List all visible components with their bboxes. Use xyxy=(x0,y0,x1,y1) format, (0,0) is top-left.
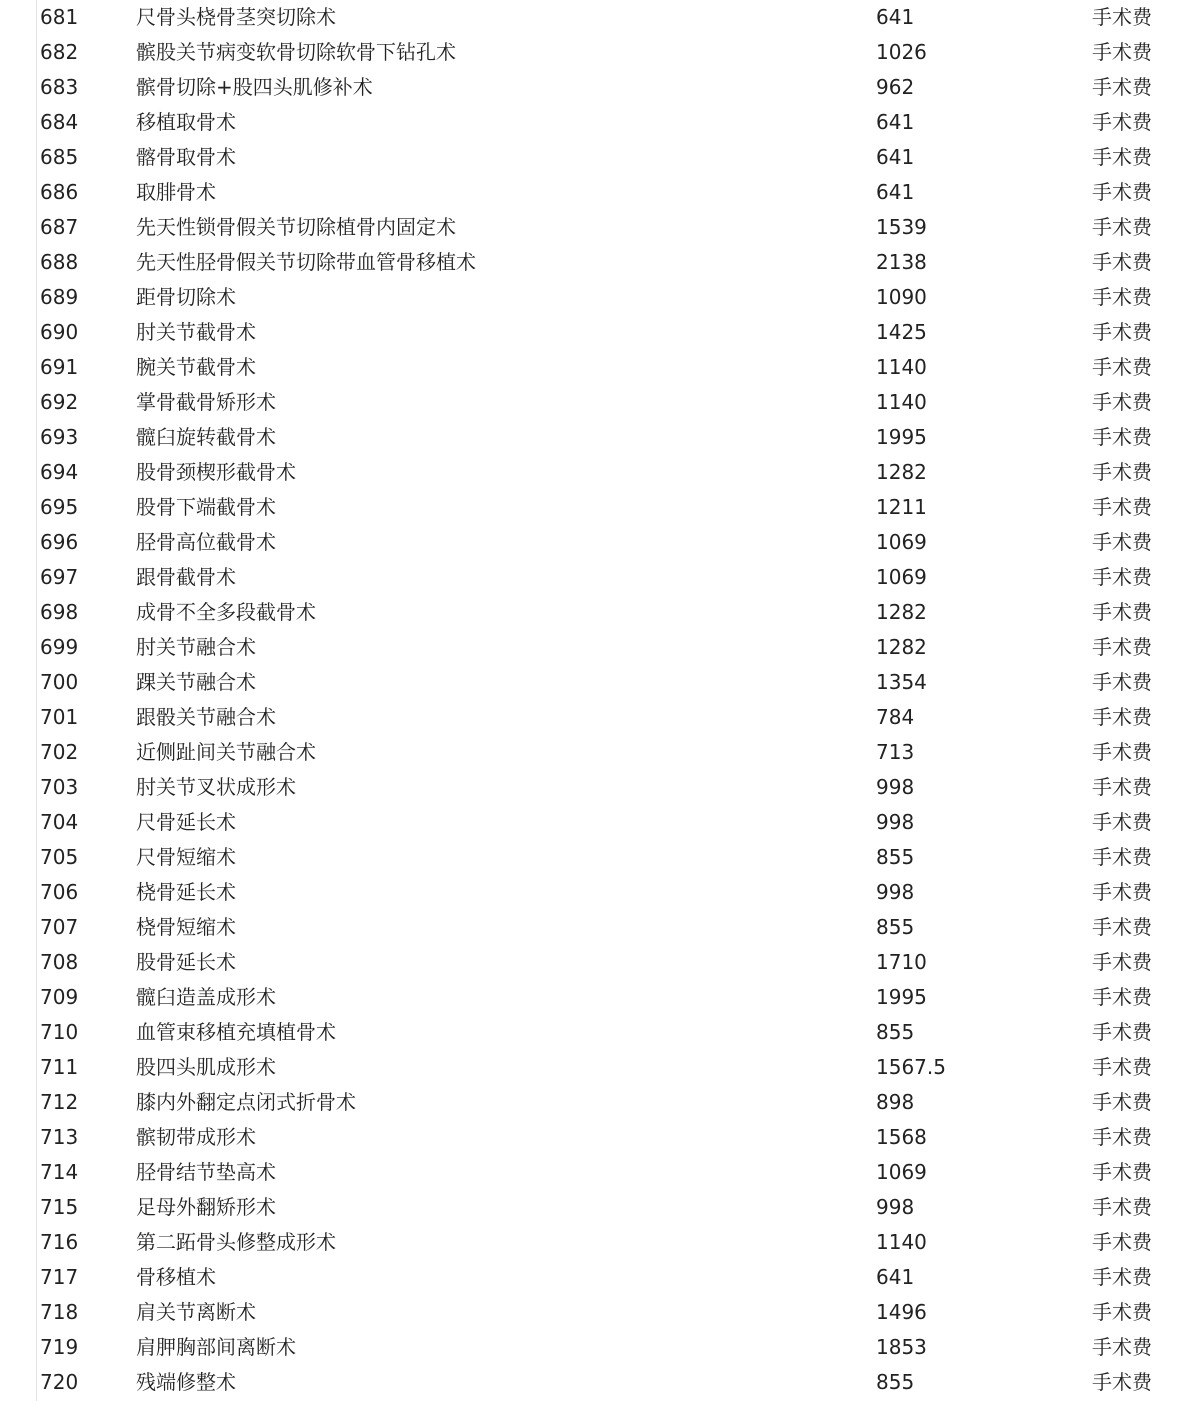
procedure-name: 股骨延长术 xyxy=(136,950,236,974)
category-cell: 手术费 xyxy=(1092,600,1152,624)
row-number: 717 xyxy=(40,1265,79,1289)
procedure-name: 踝关节融合术 xyxy=(136,670,256,694)
price-cell: 998 xyxy=(876,1195,915,1219)
row-number: 693 xyxy=(40,425,79,449)
procedure-name: 移植取骨术 xyxy=(136,110,236,134)
table-row xyxy=(0,1085,1202,1120)
row-number: 702 xyxy=(40,740,79,764)
procedure-name: 距骨切除术 xyxy=(136,285,236,309)
price-cell: 1069 xyxy=(876,1160,927,1184)
price-cell: 898 xyxy=(876,1090,915,1114)
row-number: 687 xyxy=(40,215,79,239)
price-cell: 784 xyxy=(876,705,915,729)
price-cell: 1026 xyxy=(876,40,927,64)
table-row xyxy=(0,420,1202,455)
procedure-name: 肘关节叉状成形术 xyxy=(136,775,296,799)
row-number: 682 xyxy=(40,40,79,64)
table-row xyxy=(0,70,1202,105)
price-cell: 998 xyxy=(876,775,915,799)
category-cell: 手术费 xyxy=(1092,915,1152,939)
table-row xyxy=(0,700,1202,735)
table-row xyxy=(0,595,1202,630)
procedure-name: 髋臼造盖成形术 xyxy=(136,985,276,1009)
procedure-name: 成骨不全多段截骨术 xyxy=(136,600,316,624)
table-row xyxy=(0,0,1202,35)
row-number: 684 xyxy=(40,110,79,134)
category-cell: 手术费 xyxy=(1092,355,1152,379)
category-cell: 手术费 xyxy=(1092,950,1152,974)
procedure-name: 近侧趾间关节融合术 xyxy=(136,740,316,764)
category-cell: 手术费 xyxy=(1092,1125,1152,1149)
price-cell: 641 xyxy=(876,180,915,204)
category-cell: 手术费 xyxy=(1092,75,1152,99)
table-row xyxy=(0,315,1202,350)
table-row xyxy=(0,1015,1202,1050)
row-number: 719 xyxy=(40,1335,79,1359)
row-number: 708 xyxy=(40,950,79,974)
category-cell: 手术费 xyxy=(1092,285,1152,309)
category-cell: 手术费 xyxy=(1092,390,1152,414)
category-cell: 手术费 xyxy=(1092,495,1152,519)
table-row xyxy=(0,490,1202,525)
table-row xyxy=(0,350,1202,385)
table-row xyxy=(0,875,1202,910)
category-cell: 手术费 xyxy=(1092,740,1152,764)
category-cell: 手术费 xyxy=(1092,705,1152,729)
procedure-name: 髌股关节病变软骨切除软骨下钻孔术 xyxy=(136,40,456,64)
row-number: 707 xyxy=(40,915,79,939)
procedure-name: 髋臼旋转截骨术 xyxy=(136,425,276,449)
category-cell: 手术费 xyxy=(1092,110,1152,134)
table-row xyxy=(0,1155,1202,1190)
procedure-name: 胫骨高位截骨术 xyxy=(136,530,276,554)
category-cell: 手术费 xyxy=(1092,1195,1152,1219)
row-number: 701 xyxy=(40,705,79,729)
procedure-name: 跟骰关节融合术 xyxy=(136,705,276,729)
procedure-name: 跟骨截骨术 xyxy=(136,565,236,589)
category-cell: 手术费 xyxy=(1092,40,1152,64)
procedure-name: 桡骨短缩术 xyxy=(136,915,236,939)
table-row xyxy=(0,770,1202,805)
procedure-name: 肩胛胸部间离断术 xyxy=(136,1335,296,1359)
price-cell: 1069 xyxy=(876,530,927,554)
table-row xyxy=(0,910,1202,945)
price-cell: 998 xyxy=(876,880,915,904)
price-cell: 1710 xyxy=(876,950,927,974)
table-row xyxy=(0,1330,1202,1365)
row-number: 710 xyxy=(40,1020,79,1044)
price-cell: 1211 xyxy=(876,495,927,519)
price-cell: 1282 xyxy=(876,460,927,484)
row-number: 713 xyxy=(40,1125,79,1149)
row-number: 686 xyxy=(40,180,79,204)
category-cell: 手术费 xyxy=(1092,1020,1152,1044)
procedure-name: 尺骨头桡骨茎突切除术 xyxy=(136,5,336,29)
procedure-name: 先天性锁骨假关节切除植骨内固定术 xyxy=(136,215,456,239)
procedure-name: 足母外翻矫形术 xyxy=(136,1195,276,1219)
category-cell: 手术费 xyxy=(1092,635,1152,659)
procedure-name: 股四头肌成形术 xyxy=(136,1055,276,1079)
procedure-name: 血管束移植充填植骨术 xyxy=(136,1020,336,1044)
price-cell: 1090 xyxy=(876,285,927,309)
category-cell: 手术费 xyxy=(1092,1370,1152,1394)
row-number: 689 xyxy=(40,285,79,309)
row-number: 712 xyxy=(40,1090,79,1114)
price-cell: 1425 xyxy=(876,320,927,344)
table-row xyxy=(0,560,1202,595)
category-cell: 手术费 xyxy=(1092,810,1152,834)
procedure-name: 取腓骨术 xyxy=(136,180,216,204)
procedure-name: 腕关节截骨术 xyxy=(136,355,256,379)
table-row xyxy=(0,525,1202,560)
row-number: 688 xyxy=(40,250,79,274)
procedure-name: 第二跖骨头修整成形术 xyxy=(136,1230,336,1254)
row-number: 718 xyxy=(40,1300,79,1324)
table-row xyxy=(0,1190,1202,1225)
table-row xyxy=(0,210,1202,245)
price-cell: 1568 xyxy=(876,1125,927,1149)
table-row xyxy=(0,35,1202,70)
row-number: 685 xyxy=(40,145,79,169)
category-cell: 手术费 xyxy=(1092,425,1152,449)
category-cell: 手术费 xyxy=(1092,670,1152,694)
table-row xyxy=(0,1050,1202,1085)
table-row xyxy=(0,1365,1202,1400)
category-cell: 手术费 xyxy=(1092,1160,1152,1184)
row-number: 711 xyxy=(40,1055,79,1079)
category-cell: 手术费 xyxy=(1092,1265,1152,1289)
table-row xyxy=(0,245,1202,280)
category-cell: 手术费 xyxy=(1092,530,1152,554)
table-row xyxy=(0,1260,1202,1295)
price-cell: 962 xyxy=(876,75,915,99)
procedure-name: 尺骨延长术 xyxy=(136,810,236,834)
price-cell: 855 xyxy=(876,1370,915,1394)
procedure-name: 髌韧带成形术 xyxy=(136,1125,256,1149)
row-number: 720 xyxy=(40,1370,79,1394)
procedure-name: 尺骨短缩术 xyxy=(136,845,236,869)
table-row xyxy=(0,455,1202,490)
table-row xyxy=(0,735,1202,770)
price-cell: 1995 xyxy=(876,985,927,1009)
category-cell: 手术费 xyxy=(1092,1090,1152,1114)
procedure-name: 残端修整术 xyxy=(136,1370,236,1394)
procedure-name: 掌骨截骨矫形术 xyxy=(136,390,276,414)
table-row xyxy=(0,1225,1202,1260)
procedure-name: 髂骨取骨术 xyxy=(136,145,236,169)
row-number: 691 xyxy=(40,355,79,379)
table-row xyxy=(0,1295,1202,1330)
procedure-name: 肘关节融合术 xyxy=(136,635,256,659)
row-number: 690 xyxy=(40,320,79,344)
category-cell: 手术费 xyxy=(1092,775,1152,799)
price-cell: 1282 xyxy=(876,600,927,624)
row-number: 704 xyxy=(40,810,79,834)
price-cell: 855 xyxy=(876,915,915,939)
procedure-name: 骨移植术 xyxy=(136,1265,216,1289)
price-cell: 1853 xyxy=(876,1335,927,1359)
category-cell: 手术费 xyxy=(1092,250,1152,274)
price-cell: 998 xyxy=(876,810,915,834)
category-cell: 手术费 xyxy=(1092,1335,1152,1359)
price-cell: 1282 xyxy=(876,635,927,659)
price-cell: 1140 xyxy=(876,1230,927,1254)
category-cell: 手术费 xyxy=(1092,320,1152,344)
procedure-name: 股骨下端截骨术 xyxy=(136,495,276,519)
row-number: 714 xyxy=(40,1160,79,1184)
category-cell: 手术费 xyxy=(1092,1055,1152,1079)
price-cell: 1140 xyxy=(876,355,927,379)
price-cell: 1140 xyxy=(876,390,927,414)
row-number: 681 xyxy=(40,5,79,29)
price-cell: 641 xyxy=(876,5,915,29)
price-cell: 2138 xyxy=(876,250,927,274)
procedure-name: 肩关节离断术 xyxy=(136,1300,256,1324)
row-number: 695 xyxy=(40,495,79,519)
table-row xyxy=(0,840,1202,875)
price-cell: 1069 xyxy=(876,565,927,589)
category-cell: 手术费 xyxy=(1092,1230,1152,1254)
procedure-name: 肘关节截骨术 xyxy=(136,320,256,344)
row-number: 694 xyxy=(40,460,79,484)
table-row xyxy=(0,175,1202,210)
row-number: 709 xyxy=(40,985,79,1009)
table-row xyxy=(0,1120,1202,1155)
table-row xyxy=(0,945,1202,980)
procedure-name: 胫骨结节垫高术 xyxy=(136,1160,276,1184)
procedure-name: 膝内外翻定点闭式折骨术 xyxy=(136,1090,356,1114)
category-cell: 手术费 xyxy=(1092,5,1152,29)
row-number: 706 xyxy=(40,880,79,904)
row-number: 700 xyxy=(40,670,79,694)
category-cell: 手术费 xyxy=(1092,985,1152,1009)
price-cell: 1539 xyxy=(876,215,927,239)
category-cell: 手术费 xyxy=(1092,460,1152,484)
category-cell: 手术费 xyxy=(1092,845,1152,869)
price-cell: 1496 xyxy=(876,1300,927,1324)
price-cell: 855 xyxy=(876,845,915,869)
procedure-name: 先天性胫骨假关节切除带血管骨移植术 xyxy=(136,250,476,274)
row-number: 692 xyxy=(40,390,79,414)
table-row xyxy=(0,280,1202,315)
category-cell: 手术费 xyxy=(1092,180,1152,204)
price-cell: 641 xyxy=(876,145,915,169)
price-cell: 1995 xyxy=(876,425,927,449)
procedure-name: 桡骨延长术 xyxy=(136,880,236,904)
category-cell: 手术费 xyxy=(1092,565,1152,589)
row-number: 697 xyxy=(40,565,79,589)
price-cell: 1354 xyxy=(876,670,927,694)
table-row xyxy=(0,805,1202,840)
row-number: 683 xyxy=(40,75,79,99)
price-cell: 1567.5 xyxy=(876,1055,946,1079)
category-cell: 手术费 xyxy=(1092,880,1152,904)
table-row xyxy=(0,105,1202,140)
table-row xyxy=(0,630,1202,665)
row-number: 716 xyxy=(40,1230,79,1254)
row-number: 703 xyxy=(40,775,79,799)
table-row xyxy=(0,140,1202,175)
row-number: 699 xyxy=(40,635,79,659)
price-cell: 641 xyxy=(876,110,915,134)
procedure-name: 股骨颈楔形截骨术 xyxy=(136,460,296,484)
row-number: 698 xyxy=(40,600,79,624)
price-cell: 713 xyxy=(876,740,915,764)
category-cell: 手术费 xyxy=(1092,1300,1152,1324)
price-cell: 855 xyxy=(876,1020,915,1044)
table-row xyxy=(0,980,1202,1015)
row-number: 696 xyxy=(40,530,79,554)
table-row xyxy=(0,665,1202,700)
category-cell: 手术费 xyxy=(1092,215,1152,239)
category-cell: 手术费 xyxy=(1092,145,1152,169)
row-number: 715 xyxy=(40,1195,79,1219)
row-number: 705 xyxy=(40,845,79,869)
table-row xyxy=(0,385,1202,420)
price-cell: 641 xyxy=(876,1265,915,1289)
procedure-name: 髌骨切除+股四头肌修补术 xyxy=(136,75,373,99)
